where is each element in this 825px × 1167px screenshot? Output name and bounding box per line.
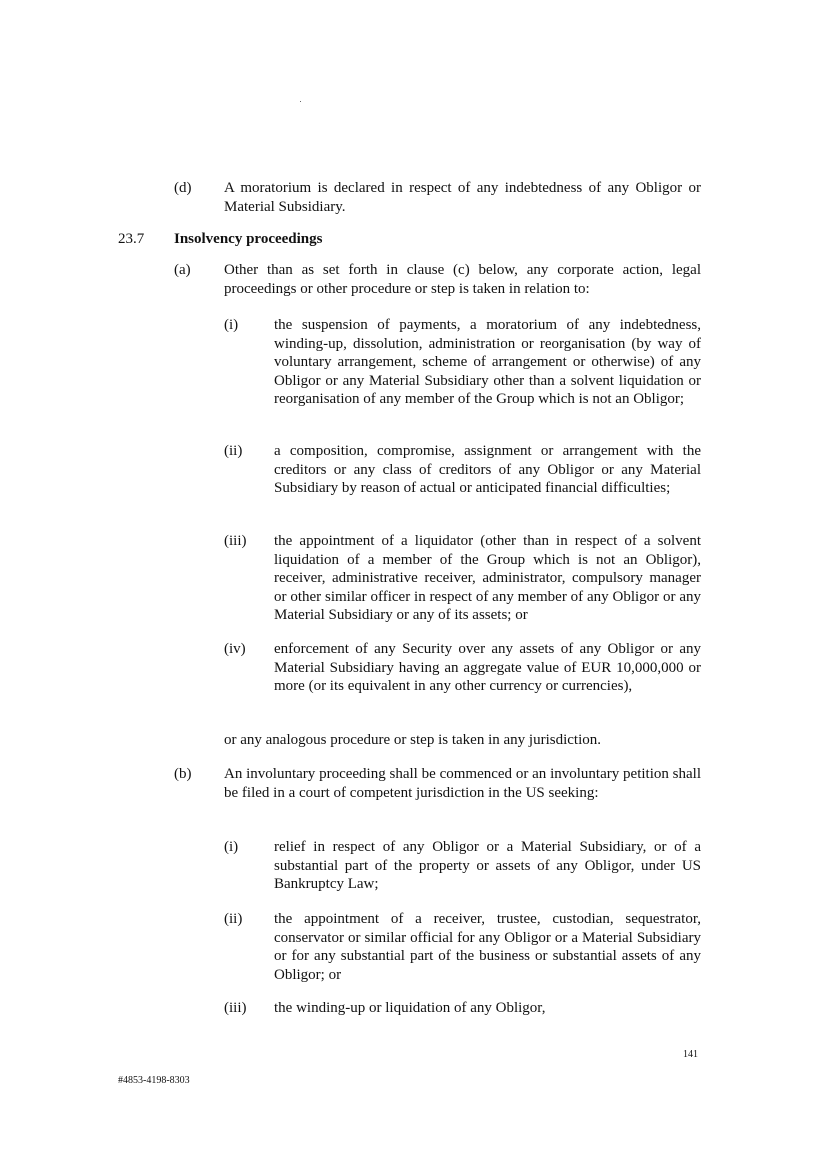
clause-b-ii-text: the appointment of a receiver, trustee, custodian, sequestrator, conservator or similar official for any Obligor or a Material Subsidiary or for any substantial part of the business or substantial assets of any Obligor; or [274,911,701,983]
clause-d-label: (d) [174,180,192,196]
section-number: 23.7 [118,231,145,247]
clause-a-iii-label: (iii) [224,533,247,549]
scan-dot [300,101,301,102]
clause-b-i-text: relief in respect of any Obligor or a Material Subsidiary, or of a substantial part of the property or assets of any Obligor, under US Bankruptcy Law; [274,839,701,892]
clause-a-i-text: the suspension of payments, a moratorium of any indebtedness, winding-up, dissolution, administration or reorganisation (by way of voluntary arrangement, scheme of arrangement or otherwise) of any Obligor or any Material Subsidiary other than a solvent liquidation or reorganisation of any member of the Group which is not an Obligor; [274,317,701,407]
clause-a-text: Other than as set forth in clause (c) below, any corporate action, legal proceedings or other procedure or step is taken in relation to: [224,262,701,297]
clause-b-label: (b) [174,766,192,782]
clause-d-text: A moratorium is declared in respect of any indebtedness of any Obligor or Material Subsidiary. [224,180,701,215]
clause-b-ii-label: (ii) [224,911,243,927]
clause-a-label: (a) [174,262,191,278]
document-id: #4853-4198-8303 [118,1075,190,1086]
clause-a-tail: or any analogous procedure or step is taken in any jurisdiction. [224,732,601,748]
clause-b-iii-text: the winding-up or liquidation of any Obligor, [274,1000,546,1016]
clause-a-ii-label: (ii) [224,443,243,459]
section-heading: Insolvency proceedings [174,231,323,247]
clause-b-iii-label: (iii) [224,1000,247,1016]
clause-b-text: An involuntary proceeding shall be commenced or an involuntary petition shall be filed in a court of competent jurisdiction in the US seeking: [224,766,701,801]
clause-a-iii-text: the appointment of a liquidator (other than in respect of a solvent liquidation of a member of the Group which is not an Obligor), receiver, administrative receiver, administrator, compulsory manager or other similar officer in respect of any member of any Obligor or any Material Subsidiary or any of its assets; or [274,533,701,623]
clause-a-ii-text: a composition, compromise, assignment or arrangement with the creditors or any class of creditors of any Obligor or any Material Subsidiary by reason of actual or anticipated financial difficulties; [274,443,701,496]
clause-a-iv-text: enforcement of any Security over any assets of any Obligor or any Material Subsidiary having an aggregate value of EUR 10,000,000 or more (or its equivalent in any other currency or currencies), [274,641,701,694]
clause-b-i-label: (i) [224,839,239,855]
clause-a-i-label: (i) [224,317,239,333]
page-number: 141 [683,1049,698,1060]
clause-a-iv-label: (iv) [224,641,246,657]
